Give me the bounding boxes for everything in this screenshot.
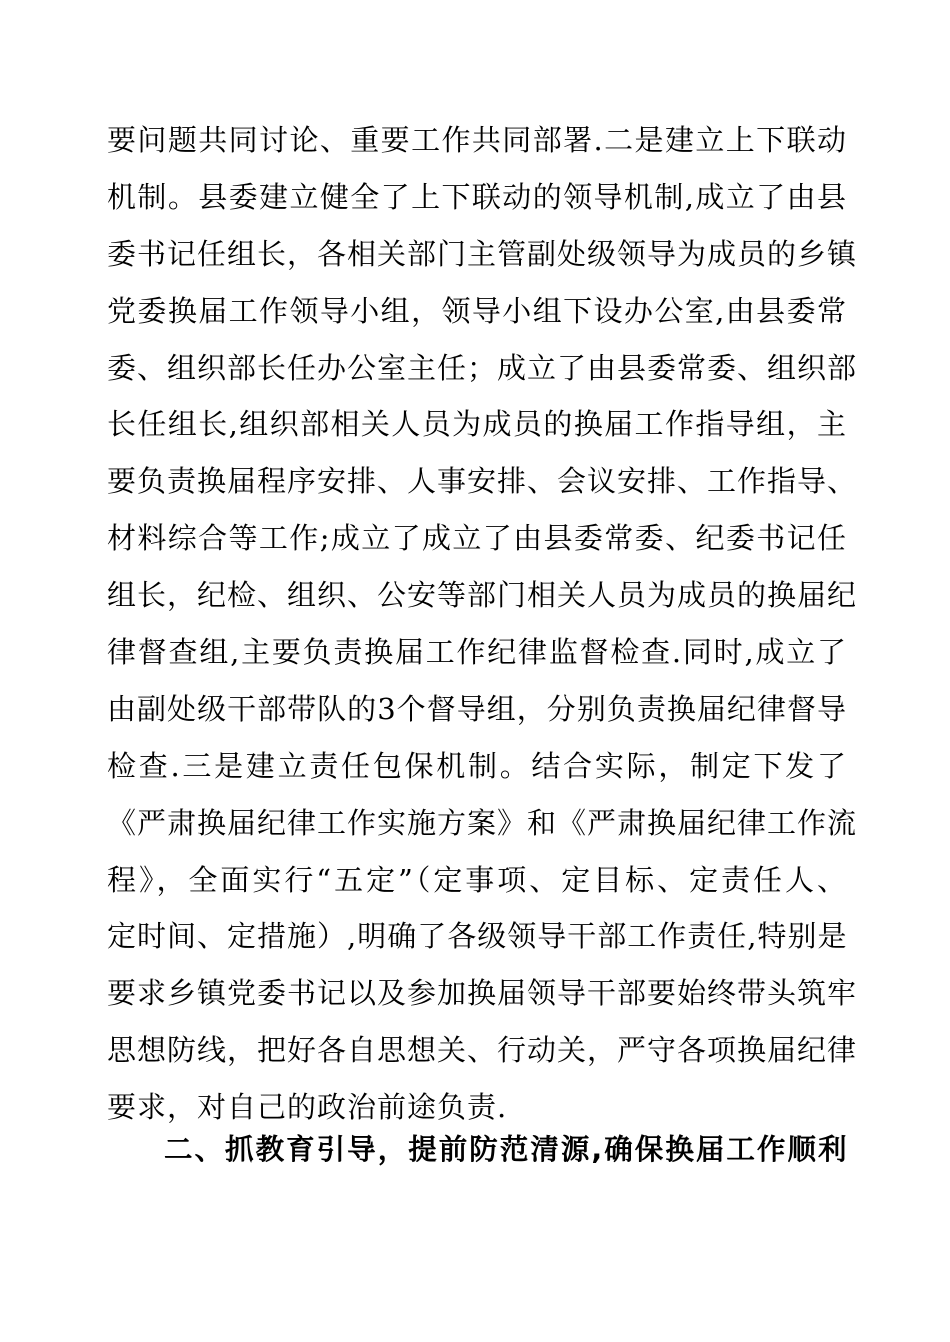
paragraph-line: 要负责换届程序安排、人事安排、会议安排、工作指导、 — [107, 464, 858, 499]
paragraph-line: 党委换届工作领导小组，领导小组下设办公室,由县委常 — [107, 293, 847, 328]
paragraph-line: 定时间、定措施）,明确了各级领导干部工作责任,特别是 — [107, 919, 848, 954]
paragraph-line: 委、组织部长任办公室主任；成立了由县委常委、组织部 — [107, 350, 858, 385]
paragraph-line: 要求，对自己的政治前途负责. — [107, 1090, 508, 1125]
paragraph-line: 要问题共同讨论、重要工作共同部署.二是建立上下联动 — [107, 123, 847, 157]
paragraph-line: 机制。县委建立健全了上下联动的领导机制,成立了由县 — [107, 179, 847, 214]
paragraph-line: 长任组长,组织部相关人员为成员的换届工作指导组，主 — [107, 407, 847, 442]
paragraph-line: 思想防线，把好各自思想关、行动关，严守各项换届纪律 — [107, 1033, 858, 1068]
paragraph-line: 要求乡镇党委书记以及参加换届领导干部要始终带头筑牢 — [107, 976, 858, 1011]
paragraph-line: 律督查组,主要负责换届工作纪律监督检查.同时,成立了 — [107, 635, 847, 670]
body-paragraph — [107, 112, 858, 1136]
paragraph-line: 组长，纪检、组织、公安等部门相关人员为成员的换届纪 — [107, 578, 858, 613]
section-heading: 二、抓教育引导，提前防范清源,确保换届工作顺利 — [164, 1133, 847, 1166]
paragraph-line: 由副处级干部带队的3个督导组，分别负责换届纪律督导 — [107, 691, 847, 726]
paragraph-line: 《严肃换届纪律工作实施方案》和《严肃换届纪律工作流 — [107, 805, 858, 840]
paragraph-line: 委书记任组长，各相关部门主管副处级领导为成员的乡镇 — [107, 236, 858, 271]
paragraph-line: 检查.三是建立责任包保机制。结合实际，制定下发了 — [107, 748, 847, 783]
paragraph-line: 材料综合等工作;成立了成立了由县委常委、纪委书记任 — [107, 521, 847, 556]
paragraph-line: 程》，全面实行“五定”（定事项、定目标、定责任人、 — [107, 862, 847, 897]
